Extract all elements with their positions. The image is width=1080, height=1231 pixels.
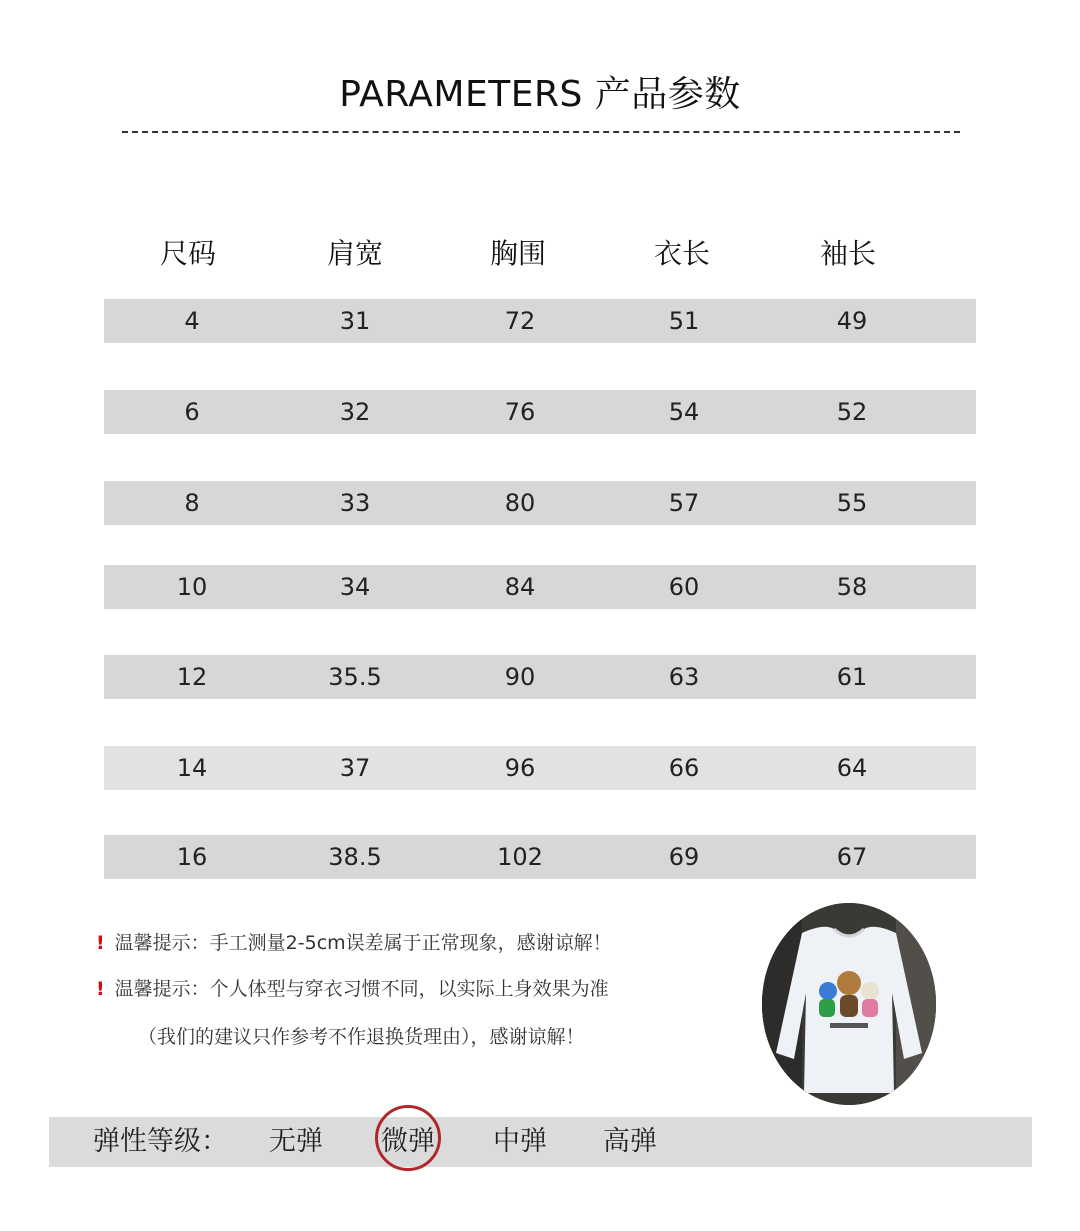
title-divider xyxy=(122,131,960,133)
elasticity-option-medium: 中弹 xyxy=(493,1126,547,1157)
table-cell: 66 xyxy=(668,754,700,782)
table-row xyxy=(104,835,976,879)
column-header-size: 尺码 xyxy=(159,237,216,270)
table-cell: 10 xyxy=(176,573,208,601)
note-text: 温馨提示：个人体型与穿衣习惯不同，以实际上身效果为准 xyxy=(114,978,609,1000)
table-row xyxy=(104,746,976,790)
table-row xyxy=(104,655,976,699)
table-cell: 33 xyxy=(339,489,371,517)
page-title: PARAMETERS 产品参数 xyxy=(339,74,741,115)
table-cell: 6 xyxy=(184,398,200,426)
table-row xyxy=(104,565,976,609)
table-cell: 63 xyxy=(668,663,700,691)
column-header-chest: 胸围 xyxy=(489,237,546,270)
table-cell: 38.5 xyxy=(328,843,382,871)
table-cell: 35.5 xyxy=(328,663,382,691)
elasticity-option-none: 无弹 xyxy=(269,1126,323,1157)
table-cell: 58 xyxy=(836,573,868,601)
warning-mark-icon: ! xyxy=(96,932,105,954)
table-cell: 61 xyxy=(836,663,868,691)
note-disclaimer: （我们的建议只作参考不作退换货理由），感谢谅解！ xyxy=(138,1026,585,1048)
note-body-type xyxy=(96,974,609,1001)
table-cell: 69 xyxy=(668,843,700,871)
table-row xyxy=(104,299,976,343)
table-cell: 32 xyxy=(339,398,371,426)
table-cell: 72 xyxy=(504,307,536,335)
table-cell: 57 xyxy=(668,489,700,517)
tshirt-photo-icon xyxy=(762,903,936,1105)
elasticity-bar xyxy=(49,1117,1032,1167)
note-measurement xyxy=(96,928,612,955)
table-row xyxy=(104,390,976,434)
column-header-shoulder: 肩宽 xyxy=(326,237,383,270)
table-cell: 76 xyxy=(504,398,536,426)
table-cell: 14 xyxy=(176,754,208,782)
table-cell: 96 xyxy=(504,754,536,782)
table-cell: 51 xyxy=(668,307,700,335)
elasticity-option-slight: 微弹 xyxy=(381,1126,435,1157)
table-cell: 102 xyxy=(497,843,543,871)
table-cell: 49 xyxy=(836,307,868,335)
selected-elasticity-circle xyxy=(375,1105,441,1171)
warning-mark-icon: ! xyxy=(96,978,105,1000)
table-cell: 4 xyxy=(184,307,200,335)
table-cell: 37 xyxy=(339,754,371,782)
table-cell: 8 xyxy=(184,489,200,517)
table-row xyxy=(104,481,976,525)
elasticity-option-high: 高弹 xyxy=(603,1126,657,1157)
table-cell: 31 xyxy=(339,307,371,335)
table-cell: 80 xyxy=(504,489,536,517)
table-cell: 12 xyxy=(176,663,208,691)
table-cell: 60 xyxy=(668,573,700,601)
table-cell: 55 xyxy=(836,489,868,517)
table-cell: 67 xyxy=(836,843,868,871)
table-cell: 64 xyxy=(836,754,868,782)
column-header-length: 衣长 xyxy=(653,237,710,270)
elasticity-label: 弹性等级： xyxy=(93,1126,228,1157)
column-header-sleeve: 袖长 xyxy=(819,237,876,270)
product-photo xyxy=(762,903,936,1105)
table-cell: 16 xyxy=(176,843,208,871)
table-cell: 34 xyxy=(339,573,371,601)
table-cell: 54 xyxy=(668,398,700,426)
table-cell: 90 xyxy=(504,663,536,691)
note-text: 温馨提示：手工测量2-5cm误差属于正常现象，感谢谅解！ xyxy=(114,932,612,954)
table-cell: 84 xyxy=(504,573,536,601)
table-header xyxy=(0,232,1080,276)
table-cell: 52 xyxy=(836,398,868,426)
